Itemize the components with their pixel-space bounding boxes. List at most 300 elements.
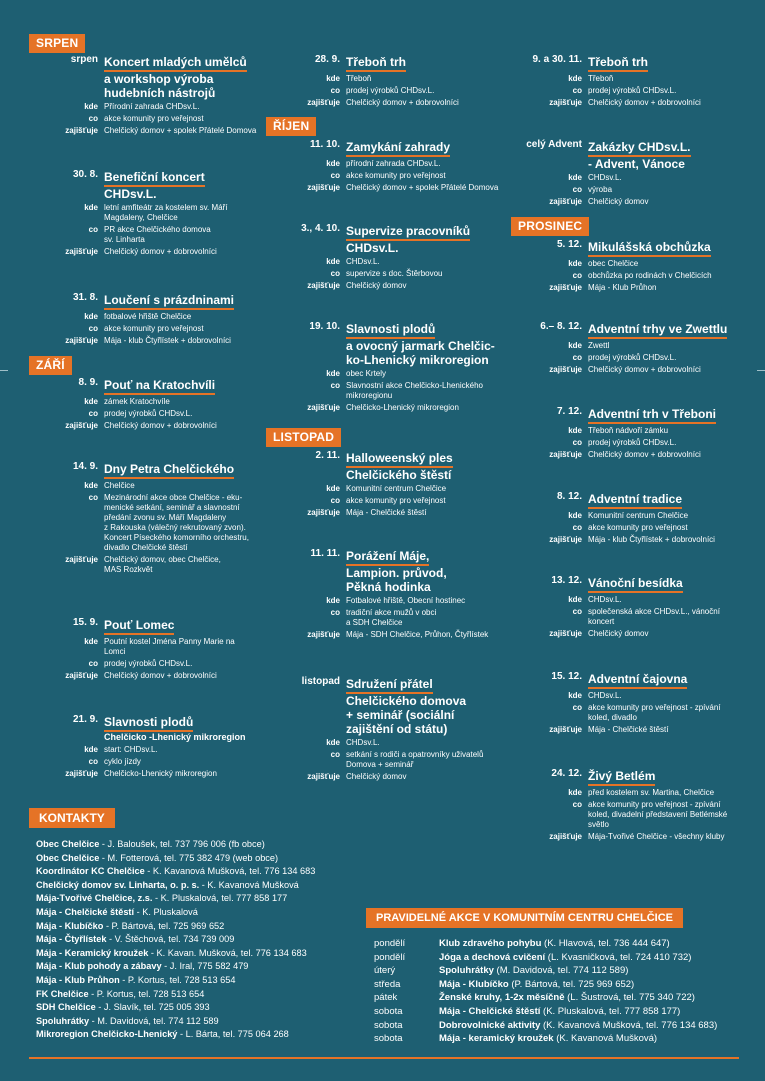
event-co-row	[572, 185, 691, 195]
event-kde-text: zámek Kratochvíle	[104, 397, 170, 406]
event-label-co: co	[88, 114, 98, 123]
event-title: CHDsv.L.	[104, 187, 157, 201]
event-label-kde: kde	[326, 74, 340, 83]
event-item	[549, 490, 715, 545]
event-co-text: a SDH Chelčice	[346, 618, 403, 627]
event-zajistuje-row	[549, 197, 691, 207]
event-kde-text: Magdaleny, Chelčice	[104, 213, 178, 222]
event-zajistuje-row	[549, 450, 716, 460]
event-label-kde: kde	[326, 738, 340, 747]
regular-event-day: pátek	[374, 992, 398, 1004]
event-label-kde: kde	[84, 745, 98, 754]
event-kde-text: přírodní zahrada CHDsv.L.	[346, 159, 441, 168]
event-item	[532, 53, 701, 108]
event-kde-row	[568, 74, 701, 84]
event-label-kde: kde	[326, 484, 340, 493]
event-item	[540, 320, 728, 375]
event-co-text: Mezinárodní akce obce Chelčice - eku-	[104, 493, 243, 502]
event-item	[65, 376, 217, 431]
event-zajistuje-row	[65, 421, 217, 431]
regular-event-line	[374, 951, 717, 965]
contact-info: - P. Kortus, tel. 728 513 654	[119, 974, 236, 985]
event-zajistuje-row	[307, 183, 499, 193]
event-kde-row	[84, 102, 256, 112]
event-label-zajistuje: zajišťuje	[549, 725, 582, 734]
event-label-zajistuje: zajišťuje	[65, 555, 98, 564]
month-header-listopad: LISTOPAD	[266, 428, 341, 447]
event-kde-row	[326, 596, 488, 606]
event-date: 8. 9.	[78, 377, 98, 388]
regular-event-name: Mája - Chelčické štěstí	[439, 1005, 541, 1017]
event-zajistuje-row	[307, 772, 483, 782]
regular-event-contact: (K. Kavanová Mušková)	[553, 1033, 658, 1045]
event-co-text: akce komunity pro veřejnost	[104, 114, 204, 123]
event-label-zajistuje: zajišťuje	[65, 421, 98, 430]
event-co-text: sv. Linharta	[104, 235, 145, 244]
event-label-zajistuje: zajišťuje	[549, 98, 582, 107]
regular-event-contact: (P. Bártová, tel. 725 969 652)	[508, 978, 635, 990]
event-label-zajistuje: zajišťuje	[549, 629, 582, 638]
contact-name: Mája - Klub pohody a zábavy	[36, 961, 162, 972]
contact-line	[36, 933, 315, 947]
event-zajistuje-text: Chelčický domov + spolek Přátelé Domova	[346, 183, 499, 192]
regular-event-name: Ženské kruhy, 1-2x měsíčně	[439, 992, 565, 1004]
event-label-zajistuje: zajišťuje	[307, 772, 340, 781]
event-co-row	[572, 438, 716, 448]
contacts-list	[36, 838, 315, 1042]
event-co-text: z Rakouska (válečný rekrutovaný zvon).	[104, 523, 246, 532]
event-kde-row	[84, 203, 228, 223]
event-zajistuje-row	[65, 126, 257, 136]
event-kde-row	[84, 481, 249, 491]
event-co-text: mikroregionu	[346, 391, 393, 400]
event-label-co: co	[88, 409, 98, 418]
event-zajistuje-row	[549, 629, 720, 639]
contact-line	[36, 1015, 315, 1029]
event-label-kde: kde	[568, 426, 582, 435]
regular-event-contact: (M. Davidová, tel. 774 112 589)	[493, 965, 629, 977]
contact-name: Spoluhrátky	[36, 1015, 90, 1026]
event-kde-row	[568, 691, 721, 701]
event-co-row	[330, 608, 488, 628]
event-co-row	[330, 171, 498, 181]
event-zajistuje-row	[549, 98, 701, 108]
contact-info: - K. Kavanová Mušková	[199, 879, 299, 890]
event-kde-text: Komunitní centrum Chelčice	[346, 484, 447, 493]
event-co-text: akce komunity pro veřejnost	[104, 324, 204, 333]
event-date: 13. 12.	[551, 575, 582, 586]
regular-event-contact: (K. Kavanová Mušková, tel. 776 134 683)	[540, 1019, 718, 1031]
contact-name: Mikroregion Chelčicko-Lhenický	[36, 1029, 178, 1040]
event-label-kde: kde	[568, 74, 582, 83]
event-label-kde: kde	[568, 691, 582, 700]
event-co-text: Domova + seminář	[346, 760, 414, 769]
event-kde-text: Fotbalové hřiště, Obecní hostinec	[346, 596, 466, 605]
event-title: Adventní trh v Třeboni	[588, 407, 716, 424]
event-title: CHDsv.L.	[346, 241, 399, 255]
event-title: Adventní tradice	[588, 492, 682, 509]
event-title: Chelčického domova	[346, 694, 467, 708]
event-co-text: koncert	[588, 617, 615, 626]
event-label-zajistuje: zajišťuje	[65, 336, 98, 345]
event-zajistuje-row	[307, 630, 489, 640]
event-co-text: Slavnostní akce Chelčicko-Lhenického	[346, 381, 483, 390]
event-zajistuje-row	[549, 725, 721, 735]
event-zajistuje-text: Chelčický domov	[588, 197, 649, 206]
event-label-zajistuje: zajišťuje	[307, 508, 340, 517]
event-date: 5. 12.	[556, 239, 582, 250]
event-label-co: co	[572, 185, 582, 194]
event-zajistuje-row	[65, 555, 249, 575]
event-title: Sdružení přátel	[346, 677, 433, 694]
contact-line	[36, 974, 315, 988]
event-co-text: akce komunity pro veřejnost	[588, 523, 688, 532]
regular-events-list	[374, 937, 717, 1046]
event-title: Dny Petra Chelčického	[104, 462, 234, 479]
event-kde-text: Třeboň	[346, 74, 372, 83]
event-co-text: cyklo jízdy	[104, 757, 141, 766]
event-title: Slavnosti plodů	[346, 322, 435, 339]
event-item	[307, 53, 459, 108]
regular-event-name: Mája - keramický kroužek	[439, 1033, 554, 1045]
event-kde-row	[568, 511, 715, 521]
event-item	[307, 320, 495, 413]
event-date: 9. a 30. 11.	[532, 54, 582, 65]
event-zajistuje-text: Mája - Chelčické štěstí	[346, 508, 427, 517]
event-co-row	[572, 703, 721, 723]
event-co-text: výroba	[588, 185, 613, 194]
event-date: srpen	[70, 54, 98, 65]
event-zajistuje-text: Mája - klub Čtyřlístek + dobrovolníci	[104, 336, 231, 345]
event-label-co: co	[572, 353, 582, 362]
event-kde-text: Poutní kostel Jména Panny Marie na	[104, 637, 235, 646]
event-label-co: co	[330, 86, 340, 95]
event-label-kde: kde	[326, 159, 340, 168]
event-label-zajistuje: zajišťuje	[549, 283, 582, 292]
event-co-text: supervize s doc. Štěrbovou	[346, 269, 443, 278]
event-zajistuje-row	[307, 98, 459, 108]
event-label-co: co	[88, 757, 98, 766]
event-item	[65, 460, 249, 575]
regular-event-line	[374, 978, 717, 992]
event-item	[307, 547, 489, 640]
event-label-co: co	[88, 324, 98, 333]
event-zajistuje-row	[65, 769, 246, 779]
month-header-prosinec: PROSINEC	[511, 217, 589, 236]
regular-event-contact: (L. Šustrová, tel. 775 340 722)	[564, 992, 695, 1004]
event-date: 31. 8.	[72, 292, 98, 303]
event-label-zajistuje: zajišťuje	[307, 630, 340, 639]
event-kde-row	[326, 484, 453, 494]
event-zajistuje-row	[65, 247, 227, 257]
event-zajistuje-row	[549, 832, 727, 842]
event-kde-row	[84, 312, 234, 322]
contact-line	[36, 960, 315, 974]
event-item	[65, 168, 228, 257]
event-co-row	[330, 86, 459, 96]
event-zajistuje-text: MAS Rozkvět	[104, 565, 153, 574]
event-kde-text: Třeboň	[588, 74, 614, 83]
event-co-text: akce komunity pro veřejnost - zpívání	[588, 703, 721, 712]
event-date: 15. 9.	[72, 617, 98, 628]
event-item	[549, 767, 728, 842]
contact-line	[36, 947, 315, 961]
event-co-row	[88, 114, 256, 124]
contact-name: Mája - Klub Průhon	[36, 974, 120, 985]
event-title: Živý Betlém	[588, 769, 655, 786]
regular-event-day: sobota	[374, 1033, 403, 1045]
contact-line	[36, 852, 315, 866]
event-title: Supervize pracovníků	[346, 224, 470, 241]
event-co-text: divadlo Chelčické štěstí	[104, 543, 188, 552]
event-zajistuje-text: Chelčický domov, obec Chelčice,	[104, 555, 221, 564]
event-zajistuje-row	[65, 671, 235, 681]
event-label-co: co	[572, 800, 582, 809]
event-label-co: co	[330, 171, 340, 180]
event-title: Třeboň trh	[346, 55, 406, 72]
contact-line	[36, 906, 315, 920]
event-co-row	[88, 493, 249, 553]
event-zajistuje-text: Mája - Klub Průhon	[588, 283, 657, 292]
event-label-kde: kde	[84, 102, 98, 111]
regular-event-contact: (L. Kvasničková, tel. 724 410 732)	[545, 951, 692, 963]
contact-info: - K. Kavan. Mušková, tel. 776 134 683	[148, 947, 307, 958]
event-item	[526, 138, 691, 207]
regular-event-contact: (K. Pluskalová, tel. 777 858 177)	[540, 1005, 681, 1017]
event-title: Halloweenský ples	[346, 451, 453, 468]
event-label-kde: kde	[568, 173, 582, 182]
contact-info: - J. Iral, 775 582 479	[161, 961, 249, 972]
event-co-text: Koncert Píseckého komorního orchestru,	[104, 533, 249, 542]
event-co-text: prodej výrobků CHDsv.L.	[104, 409, 193, 418]
event-title: a ovocný jarmark Chelčic-	[346, 339, 495, 353]
event-title: Benefiční koncert	[104, 170, 205, 187]
event-label-kde: kde	[568, 341, 582, 350]
event-kde-text: Přírodní zahrada CHDsv.L.	[104, 102, 200, 111]
event-kde-text: Chelčice	[104, 481, 135, 490]
event-kde-text: CHDsv.L.	[346, 257, 380, 266]
regular-event-contact: (K. Hlavová, tel. 736 444 647)	[541, 938, 670, 949]
contact-info: - K. Kavanová Mušková, tel. 776 134 683	[144, 866, 316, 877]
event-item	[65, 291, 235, 346]
contact-info: - J. Baloušek, tel. 737 796 006 (fb obce)	[99, 839, 265, 849]
event-title: Loučení s prázdninami	[104, 293, 234, 310]
event-date: 2. 11.	[315, 450, 340, 461]
event-label-kde: kde	[326, 257, 340, 266]
event-zajistuje-text: Chelčický domov + dobrovolníci	[104, 247, 217, 256]
event-kde-row	[326, 257, 470, 267]
event-title: - Advent, Vánoce	[588, 157, 685, 171]
event-item	[65, 616, 235, 681]
event-label-kde: kde	[326, 369, 340, 378]
event-item	[549, 238, 712, 293]
contact-line	[36, 1028, 315, 1042]
contact-name: Obec Chelčice	[36, 839, 100, 849]
event-title: Zakázky CHDsv.L.	[588, 140, 691, 157]
event-zajistuje-text: Chelčický domov + dobrovolníci	[588, 98, 701, 107]
contacts-heading: KONTAKTY	[29, 808, 115, 828]
event-date: 15. 12.	[551, 671, 582, 682]
event-co-text: předání zvonu sv. Máří Magdaleny	[104, 513, 227, 522]
event-kde-row	[84, 637, 235, 657]
contact-info: - L. Bárta, tel. 775 064 268	[177, 1029, 289, 1040]
event-co-row	[330, 750, 484, 770]
event-kde-row	[568, 595, 720, 605]
event-zajistuje-text: Mája - klub Čtyřlístek + dobrovolníci	[588, 535, 715, 544]
event-title: Lampion. průvod,	[346, 566, 447, 580]
event-zajistuje-row	[65, 336, 234, 346]
event-kde-row	[568, 426, 716, 436]
event-label-co: co	[572, 271, 582, 280]
event-label-co: co	[572, 523, 582, 532]
event-kde-text: Třeboň nádvoří zámku	[588, 426, 669, 435]
contact-info: - V. Štěchová, tel. 734 739 009	[106, 934, 235, 945]
event-title: Zamykání zahrady	[346, 140, 450, 157]
regular-event-name: Jóga a dechová cvičení	[439, 951, 546, 963]
event-label-kde: kde	[84, 397, 98, 406]
event-date: 11. 10.	[309, 139, 340, 150]
contact-info: - M. Fotterová, tel. 775 382 479 (web obce)	[99, 852, 279, 863]
event-label-kde: kde	[84, 203, 98, 212]
month-header-rijen: ŘÍJEN	[266, 117, 316, 136]
event-date: 14. 9.	[72, 461, 98, 472]
event-zajistuje-text: Chelčický domov + dobrovolníci	[588, 365, 701, 374]
event-co-row	[572, 86, 701, 96]
event-label-zajistuje: zajišťuje	[549, 450, 582, 459]
contact-info: - M. Davidová, tel. 774 112 589	[89, 1015, 219, 1026]
contact-name: Koordinátor KC Chelčice	[36, 866, 145, 877]
event-title: + seminář (sociální	[346, 708, 455, 722]
event-label-kde: kde	[84, 481, 98, 490]
event-label-co: co	[88, 493, 98, 502]
event-co-text: tradiční akce mužů v obci	[346, 608, 437, 617]
event-kde-text: obec Chelčice	[588, 259, 639, 268]
regular-event-line	[374, 1005, 717, 1019]
contact-line	[36, 1001, 315, 1015]
event-kde-text: letní amfiteátr za kostelem sv. Máří	[104, 203, 228, 212]
event-co-row	[330, 269, 470, 279]
regular-event-name: Spoluhrátky	[439, 965, 494, 977]
event-co-text: akce komunity pro veřejnost	[346, 496, 446, 505]
event-date: 21. 9.	[72, 714, 98, 725]
event-kde-row	[326, 159, 498, 169]
event-co-text: setkání s rodiči a opatrovníky uživatelů	[346, 750, 484, 759]
event-date: 8. 12.	[556, 491, 582, 502]
event-date: 7. 12.	[556, 406, 582, 417]
event-kde-row	[326, 369, 495, 379]
event-zajistuje-row	[549, 283, 712, 293]
event-item	[307, 138, 499, 193]
event-title: zajištění od státu)	[346, 722, 448, 736]
event-kde-text: obec Krtely	[346, 369, 387, 378]
event-co-text: koled, divadlo	[588, 713, 637, 722]
event-title: Pouť Lomec	[104, 618, 174, 635]
event-title: Adventní čajovna	[588, 672, 687, 689]
event-title: Chelčického štěstí	[346, 468, 452, 482]
event-date: 3., 4. 10.	[301, 223, 340, 234]
event-zajistuje-row	[549, 535, 715, 545]
event-title: Porážení Máje,	[346, 549, 429, 566]
event-kde-row	[84, 397, 217, 407]
event-label-co: co	[330, 381, 340, 390]
event-date: 28. 9.	[314, 54, 340, 65]
event-label-zajistuje: zajišťuje	[65, 671, 98, 680]
event-co-row	[572, 523, 715, 533]
event-label-kde: kde	[84, 637, 98, 646]
regular-event-name: Mája - Klubíčko	[439, 978, 509, 990]
regular-event-day: sobota	[374, 1005, 403, 1017]
event-label-kde: kde	[84, 312, 98, 321]
event-zajistuje-text: Chelčicko-Lhenický mikroregion	[104, 769, 217, 778]
regular-event-day: sobota	[374, 1019, 403, 1031]
event-zajistuje-text: Chelčický domov	[346, 281, 407, 290]
event-zajistuje-row	[549, 365, 727, 375]
event-kde-row	[568, 259, 712, 269]
event-kde-text: Zwettl	[588, 341, 610, 350]
crop-mark-right	[757, 370, 765, 371]
event-label-zajistuje: zajišťuje	[307, 98, 340, 107]
event-zajistuje-text: Chelčický domov + spolek Přátelé Domova	[104, 126, 257, 135]
contact-name: Mája-Tvořivé Chelčice, z.s.	[36, 893, 153, 904]
event-co-text: koled, divadelní představení Betlémské	[588, 810, 728, 819]
contact-info: - P. Kortus, tel. 728 513 654	[88, 988, 205, 999]
event-kde-row	[568, 173, 691, 183]
event-co-text: prodej výrobků CHDsv.L.	[104, 659, 193, 668]
event-co-text: obchůzka po rodinách v Chelčicích	[588, 271, 712, 280]
contact-info: - K. Pluskalová	[134, 906, 198, 917]
event-co-text: prodej výrobků CHDsv.L.	[588, 353, 677, 362]
event-co-row	[88, 757, 246, 767]
event-item	[307, 449, 453, 518]
event-kde-text: před kostelem sv. Martina, Chelčice	[588, 788, 715, 797]
contact-name: Obec Chelčice	[36, 852, 100, 863]
event-zajistuje-text: Mája - Chelčické štěstí	[588, 725, 669, 734]
event-title: hudebních nástrojů	[104, 86, 216, 100]
event-date: listopad	[301, 676, 340, 687]
event-kde-row	[568, 788, 727, 798]
event-title: Pouť na Kratochvíli	[104, 378, 215, 395]
event-label-kde: kde	[568, 511, 582, 520]
event-kde-row	[326, 74, 459, 84]
contact-name: Mája - Klubíčko	[36, 920, 104, 931]
event-kde-row	[326, 738, 483, 748]
event-label-zajistuje: zajišťuje	[549, 197, 582, 206]
contact-name: Mája - Keramický kroužek	[36, 947, 149, 958]
event-label-zajistuje: zajišťuje	[549, 535, 582, 544]
event-co-text: akce komunity pro veřejnost - zpívání	[588, 800, 721, 809]
event-kde-text: fotbalové hřiště Chelčice	[104, 312, 192, 321]
regular-event-line	[374, 1032, 717, 1046]
event-zajistuje-text: Chelčický domov + dobrovolníci	[104, 671, 217, 680]
contact-line	[36, 892, 315, 906]
event-kde-text: Komunitní centrum Chelčice	[588, 511, 689, 520]
event-date: 11. 11.	[310, 548, 340, 559]
bottom-rule	[29, 1057, 739, 1059]
event-kde-row	[568, 341, 727, 351]
event-zajistuje-text: Chelčický domov + dobrovolníci	[588, 450, 701, 459]
event-title: Třeboň trh	[588, 55, 648, 72]
event-label-co: co	[88, 225, 98, 234]
contact-name: Mája - Chelčické štěstí	[36, 906, 135, 917]
event-date: 19. 10.	[309, 321, 340, 332]
regular-event-line	[374, 991, 717, 1005]
event-date: celý Advent	[526, 139, 582, 150]
event-co-row	[572, 607, 720, 627]
event-item	[65, 53, 257, 136]
event-label-zajistuje: zajišťuje	[65, 769, 98, 778]
event-co-text: PR akce Chelčického domova	[104, 225, 211, 234]
event-kde-text: start: CHDsv.L.	[104, 745, 158, 754]
